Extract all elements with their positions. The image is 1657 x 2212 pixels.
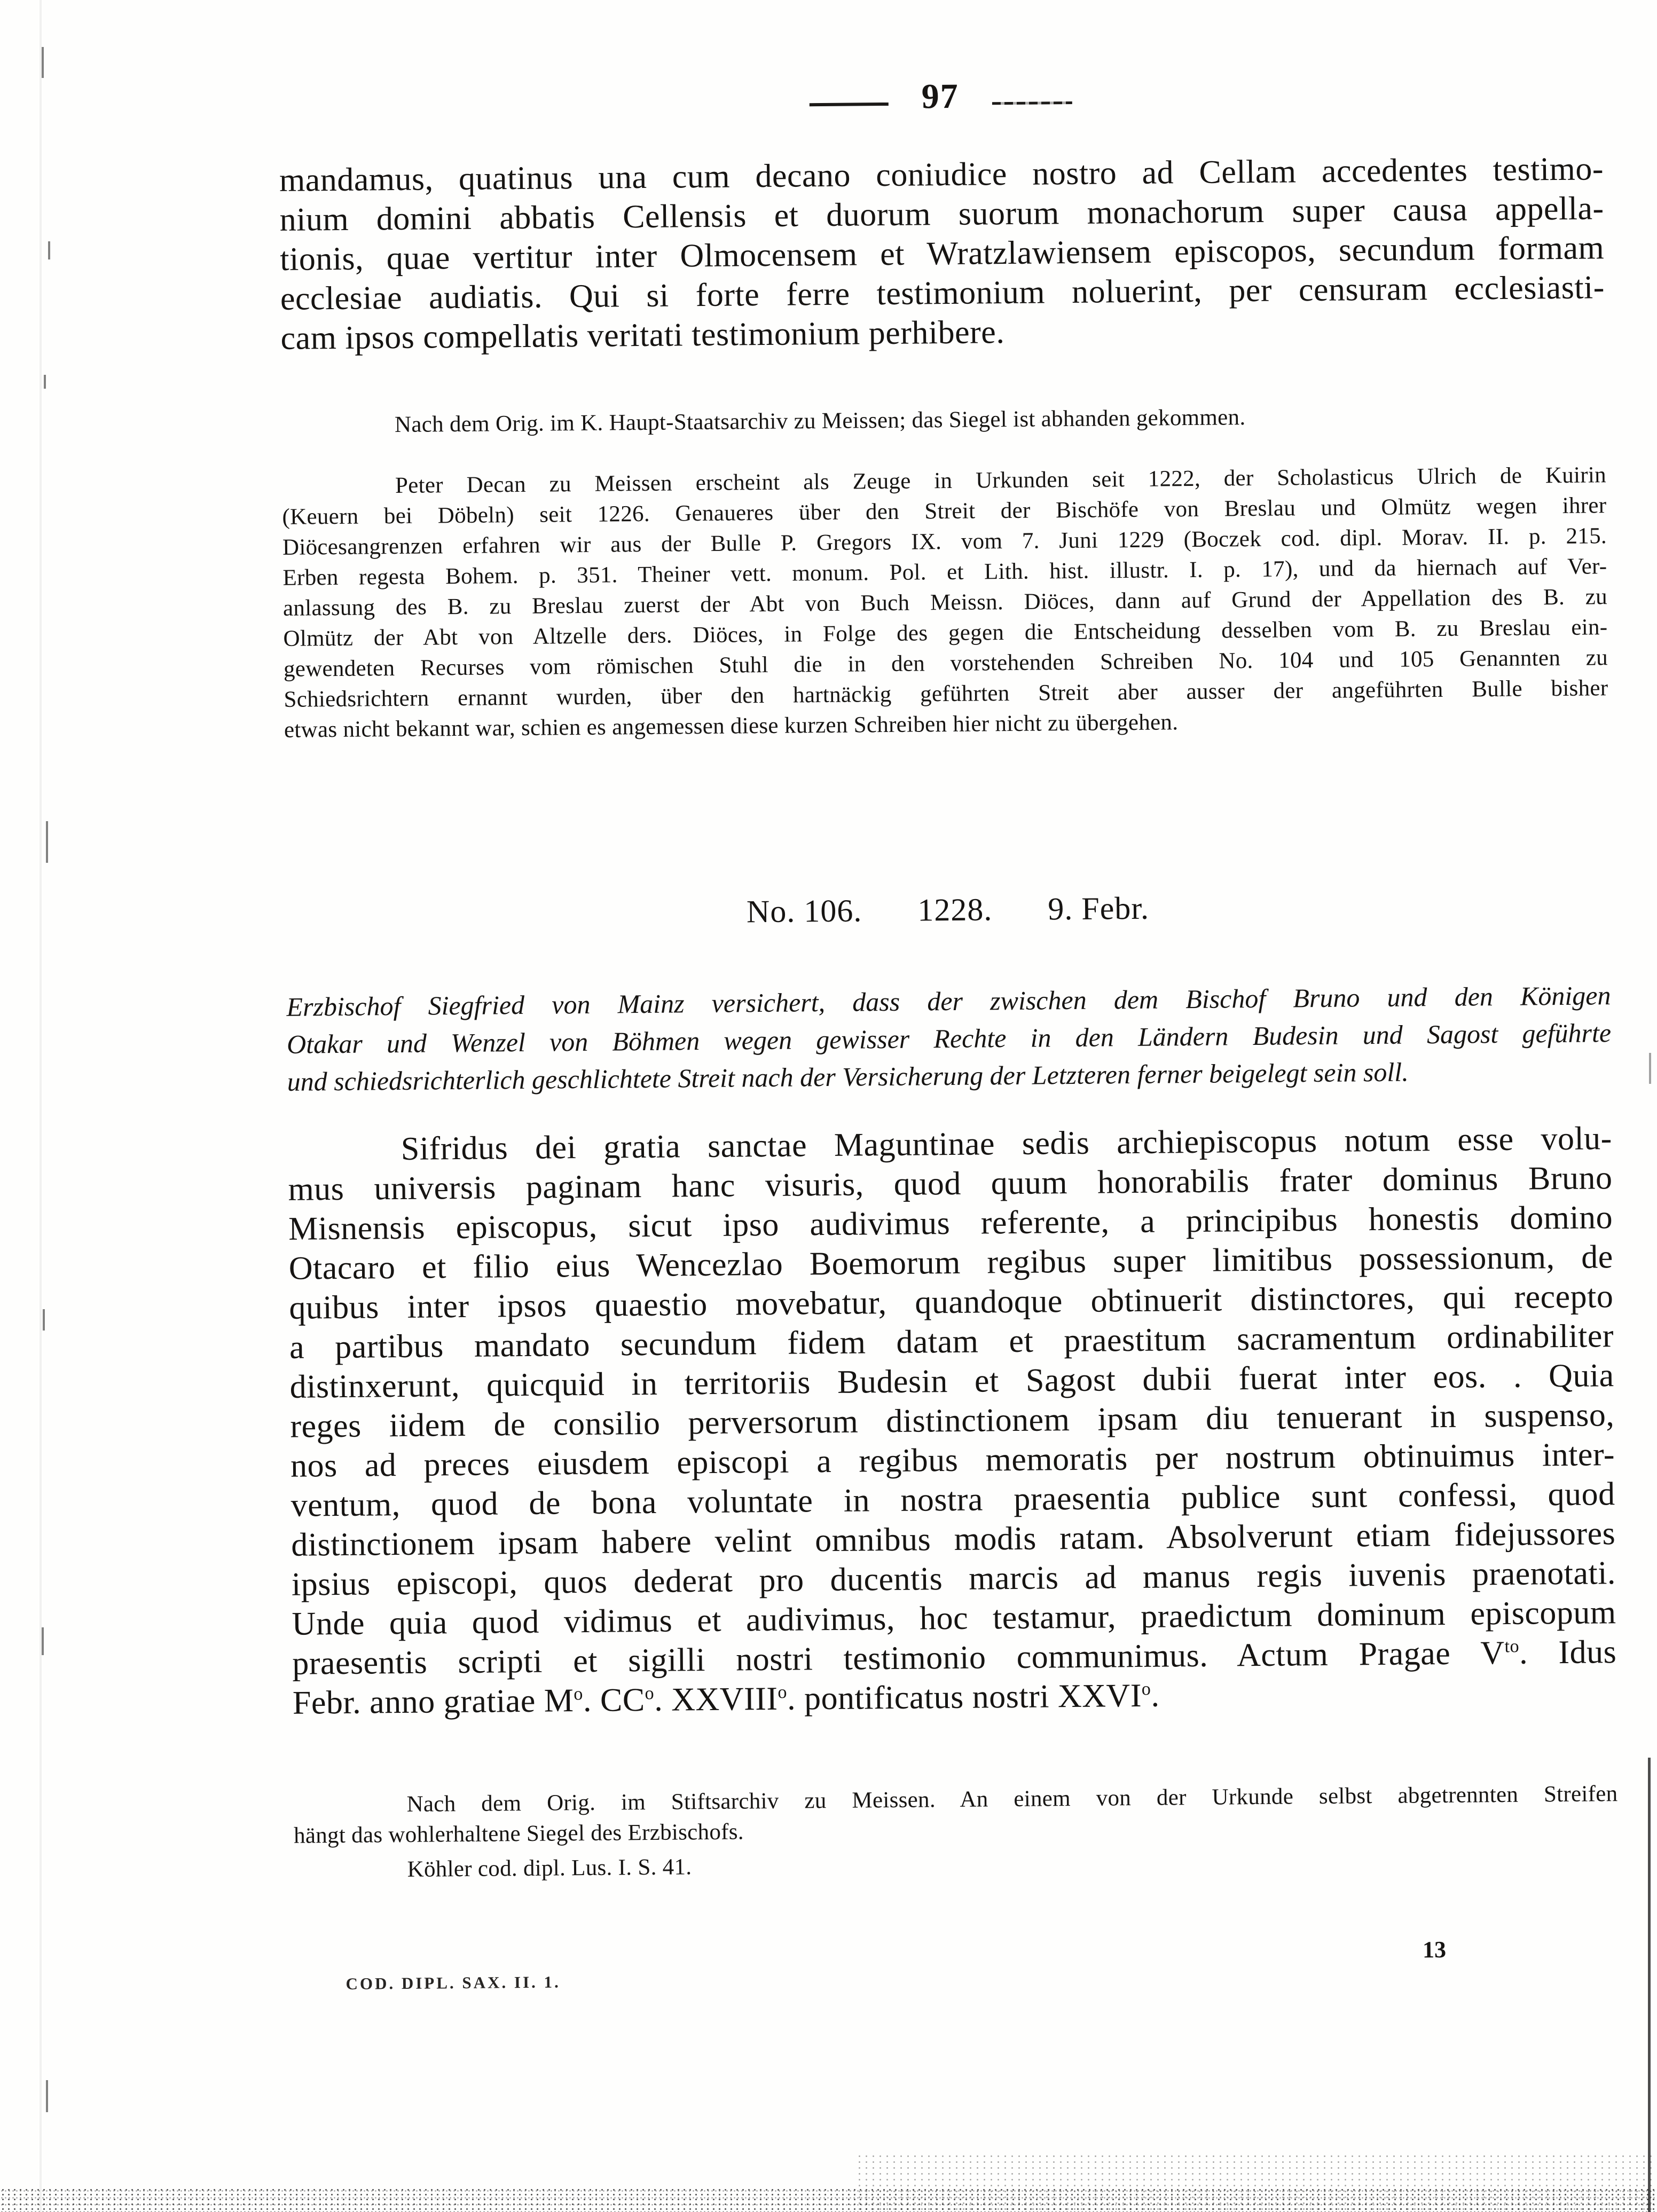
text-line: distinxerunt, quicquid in territoriis Budesin et Sagost dubii fuerat inter eos. . Quia [289,1357,1614,1405]
footnote-reference [294,1844,1618,1886]
sheet-number: 13 [1422,1936,1447,1963]
text-line: tionis, quae vertitur inter Olmocensem et Wratzlawiensem episcopos, secundum formam [280,230,1605,278]
entry-latin-body [288,1119,1617,1723]
entry-heading [286,886,1611,934]
commentary-paragraph [282,460,1608,745]
scan-mark [46,821,48,863]
text-line: distinctionem ipsam habere velint omnibus modis ratam. Absolverunt etiam fidejussores [291,1515,1616,1563]
entry-year: 1228. [917,892,993,928]
text-line: Otakar und Wenzel von Böhmen wegen gewisser Rechte in den Ländern Budesin und Sagost geführte [286,1018,1612,1059]
text-line: a partibus mandato secundum fidem datam et praestitum sacramentum ordinabiliter [289,1318,1614,1366]
volume-signature: COD. DIPL. SAX. II. 1. [345,1972,561,1993]
scan-mark [1649,1053,1651,1084]
text-line: quibus inter ipsos quaestio movebatur, quandoque obtinuerit distinctores, qui recepto [289,1278,1614,1326]
text-line: etwas nicht bekannt war, schien es angemessen diese kurzen Schreiben hier nicht zu übergehen. [284,710,1179,743]
text-line: cam ipsos compellatis veritati testimonium perhibere. [280,314,1005,357]
text-line: Febr. anno gratiae $M^o$. $CC^o$. XXVIII$^o$. pontificatus nostri XXVI$^o$. [292,1677,1160,1721]
scan-mark [42,47,44,78]
text-line: nium domini abbatis Cellensis et duorum suorum monachorum super causa appella- [279,190,1604,238]
text-line: reges iidem de consilio perversorum distinctionem ipsam diu tenuerant in suspenso, [290,1397,1615,1445]
scan-binding-shadow [40,0,42,2212]
text-line: Sifridus dei gratia sanctae Maguntinae sedis archiepiscopus notum esse volu- [400,1120,1613,1167]
text-line: Olmütz der Abt von Altzelle ders. Diöces, in Folge des gegen die Entscheidung desselben vom B. zu Breslau ein- [283,615,1608,651]
text-line: Nach dem Orig. im Stiftsarchiv zu Meissen. An einem von der Urkunde selbst abgetrennten Streifen [406,1781,1618,1817]
latin-continuation-paragraph [279,149,1605,358]
text-line: praesentis scripti et sigilli nostri testimonio communimus. Actum Pragae $V^{to}$. Idus [292,1634,1617,1682]
text-line: Köhler cod. dipl. Lus. I. S. 41. [407,1854,692,1882]
text-line: Erben regesta Bohem. p. 351. Theiner vett. monum. Pol. et Lith. hist. illustr. I. p. 17), und da hiernach auf Ver- [282,554,1607,591]
text-line: ipsius episcopi, quos dederat pro ducentis marcis ad manus regis iuvenis praenotati. [291,1555,1616,1603]
entry-summary [286,977,1612,1100]
text-line: anlassung des B. zu Breslau zuerst der Abt von Buch Meissn. Diöces, dann auf Grund der Appellation des B. zu [282,584,1608,621]
text-line: und schiedsrichterlich geschlichtete Streit nach der Versicherung der Letzteren ferner beigelegt sein soll. [287,1057,1409,1097]
scan-mark [42,1627,44,1655]
text-line: Nach dem Orig. im K. Haupt-Staatsarchiv zu Meissen; das Siegel ist abhanden gekommen. [394,405,1246,438]
text-line: hängt das wohlerhaltene Siegel des Erzbischofs. [293,1819,744,1848]
footnote-source [293,1778,1618,1851]
scan-noise [0,2187,1657,2212]
text-line: Diöcesangrenzen erfahren wir aus der Bulle P. Gregors IX. vom 7. Juni 1229 (Boczek cod. dipl. Morav. II. p. 215. [282,523,1607,560]
text-line: gewendeten Recurses vom römischen Stuhl die in den vorstehenden Schreiben No. 104 und 105 Genannten zu [283,645,1608,682]
text-line: Otacaro et filio eius Wencezlao Boemorum regibus super limitibus possessionum, de [288,1239,1614,1287]
text-line: nos ad preces eiusdem episcopi a regibus memoratis per nostrum obtinuimus inter- [290,1436,1615,1484]
page-number: 97 [921,76,960,116]
page-header [278,67,1603,127]
text-line: mus universis paginam hanc visuris, quod quum honorabilis frater dominus Bruno [288,1160,1613,1208]
scan-mark [46,2080,48,2112]
text-line: Peter Decan zu Meissen erscheint als Zeuge in Urkunden seit 1222, der Scholasticus Ulrich de Kuirin [395,462,1607,499]
text-line: (Keuern bei Döbeln) seit 1226. Genaueres über den Streit der Bischöfe von Breslau und Olmütz wegen ihrer [282,493,1607,530]
entry-number: No. 106. [746,893,862,930]
entry-date: 9. Febr. [1048,890,1150,927]
text-line: Erzbischof Siegfried von Mainz versichert, dass der zwischen dem Bischof Bruno und den Königen [286,980,1611,1022]
scan-mark [44,375,46,389]
entry-footnotes [293,1778,1618,1886]
header-rule-left [810,103,889,106]
scan-edge-line [1648,1758,1651,2212]
text-line: Unde quia quod vidimus et audivimus, hoc testamur, praedictum dominum episcopum [292,1594,1616,1642]
text-line: Misnensis episcopus, sicut ipso audivimus referente, a principibus honestis domino [288,1199,1613,1247]
text-line: Schiedsrichtern ernannt wurden, über den hartnäckig geführten Streit aber ausser der angeführten Bulle bisher [284,675,1608,712]
header-rule-right [992,101,1072,104]
scan-mark [43,1309,45,1331]
scan-mark [48,241,50,259]
source-note [281,399,1606,441]
text-line: mandamus, quatinus una cum decano coniudice nostro ad Cellam accedentes testimo- [279,151,1604,199]
text-line: ventum, quod de bona voluntate in nostra praesentia publice sunt confessi, quod [290,1476,1615,1524]
text-line: ecclesiae audiatis. Qui si forte ferre testimonium noluerint, per censuram ecclesiasti- [280,269,1605,317]
